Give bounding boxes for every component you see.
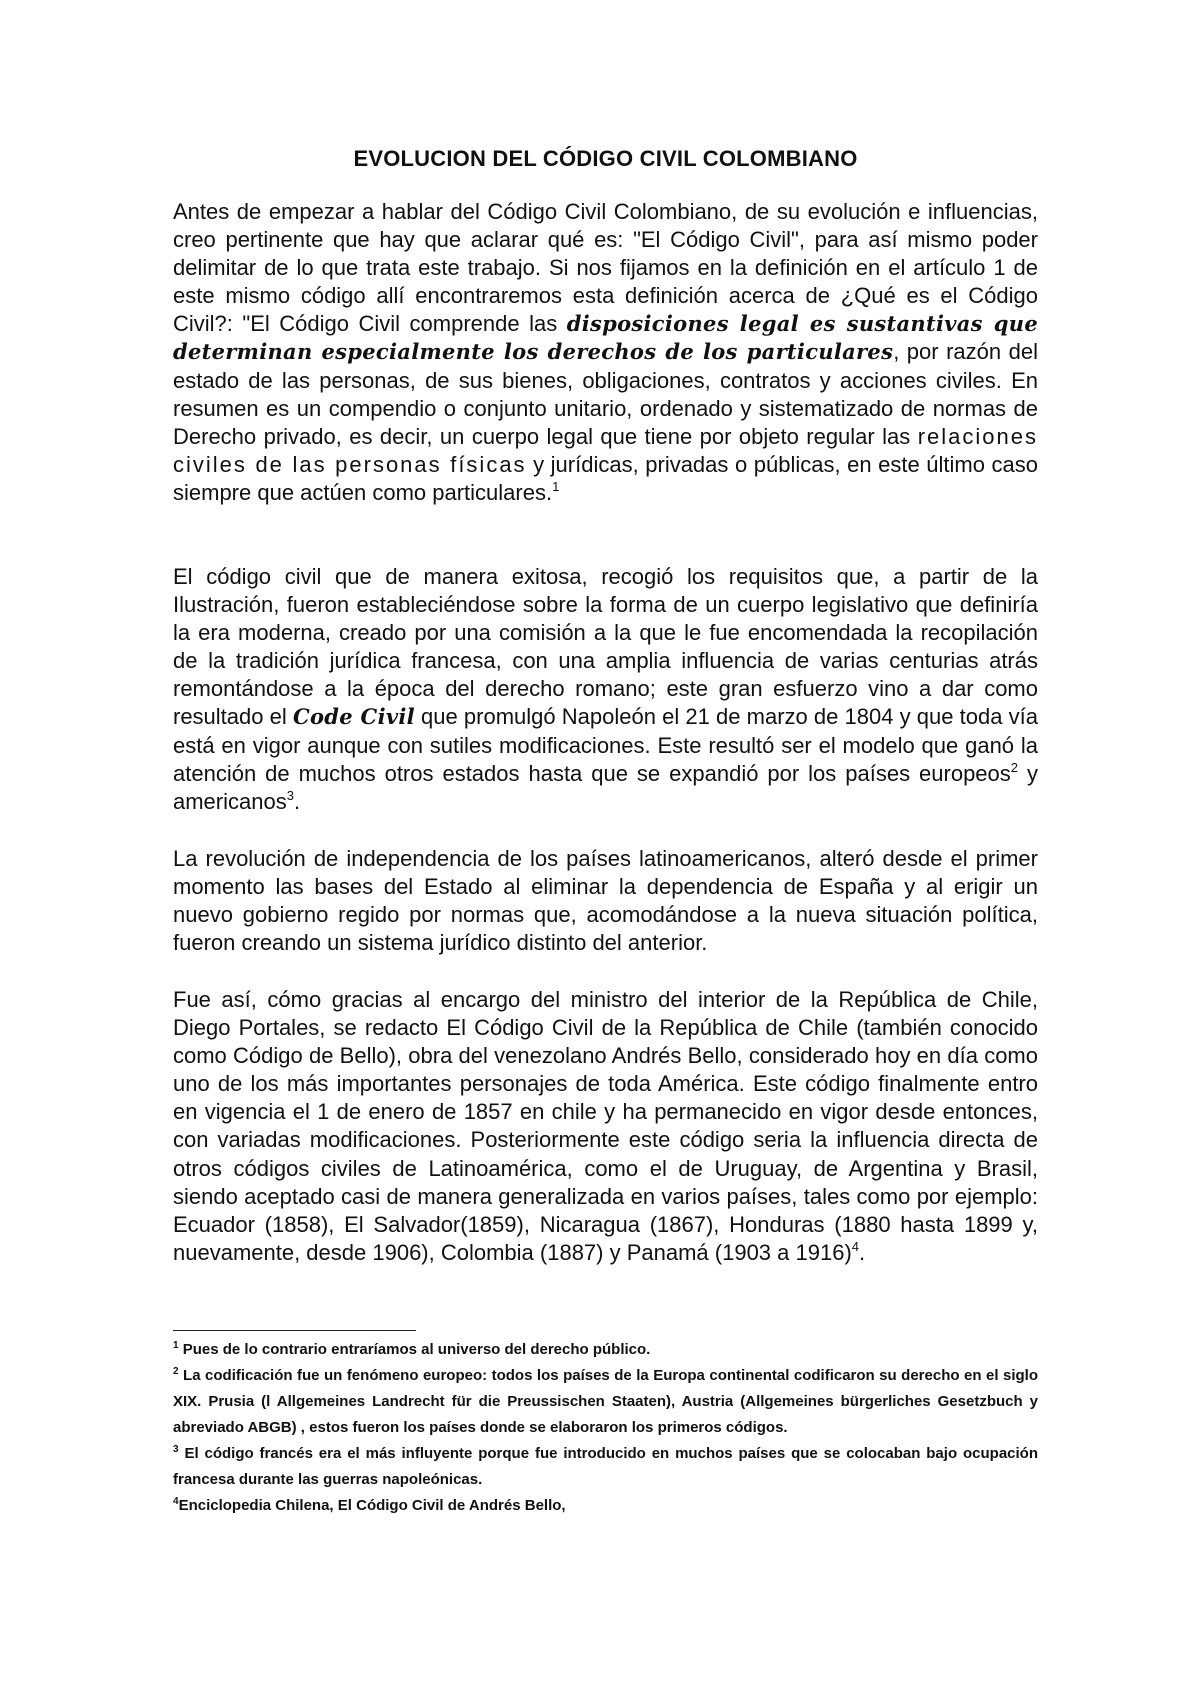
footnote-mark: 4 (173, 1496, 179, 1507)
footnote-text: El código francés era el más influyente porque fue introducido en muchos países que se colocaban bajo ocupación francesa durante las guerras napoleónicas. (173, 1445, 1038, 1488)
paragraph-text: que promulgó Napoleón el 21 de marzo de 1804 y que toda vía está en vigor aunque con sutiles modificaciones. Este resultó ser el modelo que ganó la atención de muchos otros estados hasta que se expandió por los países europeos (173, 704, 1038, 786)
footnote-text: Pues de lo contrario entraríamos al universo del derecho público. (178, 1341, 651, 1358)
paragraph-2 (173, 563, 1038, 816)
paragraph-text: , por razón del estado de las personas, de sus bienes, obligaciones, contratos y acciones civiles. En resumen es un compendio o conjunto unitario, ordenado y sistematizado de normas de Derecho privado, es decir, un cuerpo legal que tiene por objeto regular las (173, 339, 1038, 449)
letterspaced-phrase: relaciones civiles de las personas físicas (173, 423, 1038, 477)
code-civil-emphasis: Code Civil (292, 704, 415, 730)
paragraph-text: y americanos (173, 760, 1038, 814)
paragraph-text: . (859, 1239, 866, 1265)
footnote-mark: 1 (173, 1340, 179, 1351)
paragraph-text: y jurídicas, privadas o públicas, en este último caso siempre que actúen como particulares. (173, 451, 1038, 505)
paragraph-text: Fue así, cómo gracias al encargo del ministro del interior de la República de Chile, Diego Portales, se redacto El Código Civil de la República de Chile (también conocido como Código de Bello), obra del venezolano Andrés Bello, considerado hoy en día como uno de los más importantes personajes de toda América. Este código finalmente entro en vigencia el 1 de enero de 1857 en chile y ha permanecido en vigor desde entonces, con variadas modificaciones. Posteriormente este código seria la influencia directa de otros códigos civiles de Latinoamérica, como el de Uruguay, de Argentina y Brasil, siendo aceptado casi de manera generalizada en varios países, tales como por ejemplo: Ecuador (1858), El Salvador(1859), Nicaragua (1867), Honduras (1880 hasta 1899 y, nuevamente, desde 1906), Colombia (1887) y Panamá (1903 a 1916) (173, 987, 1038, 1265)
footnote-text: Enciclopedia Chilena, El Código Civil de Andrés Bello, (178, 1497, 566, 1514)
footnote-mark: 2 (173, 1366, 179, 1377)
paragraph-text: . (293, 788, 301, 814)
page-title: EVOLUCION DEL CÓDIGO CIVIL COLOMBIANO (353, 146, 858, 171)
footnote-ref-3[interactable]: 3 (286, 787, 294, 803)
footnotes (173, 1337, 1038, 1519)
paragraph-text: Antes de empezar a hablar del Código Civil Colombiano, de su evolución e influencias, creo pertinente que hay que aclarar qué es: "El Código Civil", para así mismo poder delimitar de lo que trata este trabajo. Si nos fijamos en la definición en el artículo 1 de este mismo código allí encontraremos esta definición acerca de ¿Qué es el Código Civil?: "El Código Civil comprende las (173, 199, 1038, 337)
footnote-2 (173, 1363, 1038, 1441)
paragraph-4 (173, 986, 1038, 1267)
footnote-1 (173, 1337, 1038, 1363)
footnote-3 (173, 1441, 1038, 1493)
paragraph-text: El código civil que de manera exitosa, recogió los requisitos que, a partir de la Ilustración, fueron estableciéndose sobre la forma de un cuerpo legislativo que definiría la era moderna, creado por una comisión a la que le fue encomendada la recopilación de la tradición jurídica francesa, con una amplia influencia de varias centurias atrás remontándose a la época del derecho romano; este gran esfuerzo vino a dar como resultado el (173, 564, 1038, 730)
paragraph-3: La revolución de independencia de los países latinoamericanos, alteró desde el primer momento las bases del Estado al eliminar la dependencia de España y al erigir un nuevo gobierno regido por normas que, acomodándose a la nueva situación política, fueron creando un sistema jurídico distinto del anterior. (173, 846, 1038, 956)
paragraph-1 (173, 198, 1038, 507)
footnote-ref-4[interactable]: 4 (851, 1238, 860, 1254)
footnote-ref-1[interactable]: 1 (552, 478, 560, 494)
footnote-mark: 3 (173, 1444, 179, 1455)
emphasized-quote: disposiciones legal es sustantivas que determinan especialmente los derechos de los particulares (173, 311, 1038, 365)
footnote-text: La codificación fue un fenómeno europeo: todos los países de la Europa continental codificaron su derecho en el siglo XIX. Prusia (l Allgemeines Landrecht für die Preussischen Staaten), Austria (Allgemeines bürgerliches Gesetzbuch y abreviado ABGB) , estos fueron los países donde se elaboraron los primeros códigos. (173, 1367, 1038, 1436)
footnote-separator (173, 1330, 416, 1331)
footnote-4 (173, 1493, 1038, 1519)
footnote-ref-2[interactable]: 2 (1010, 759, 1019, 775)
